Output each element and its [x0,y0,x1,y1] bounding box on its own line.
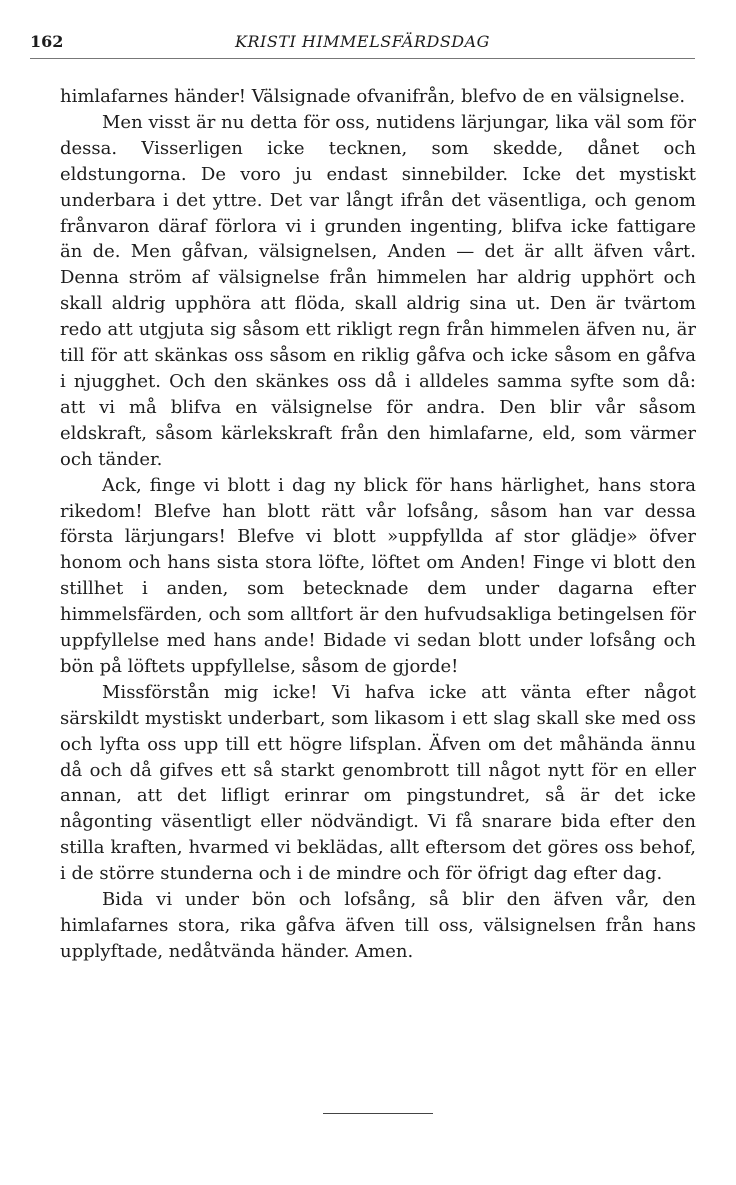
page-header [30,28,695,59]
paragraph-continuation: himlafarnes händer! Välsignade ofvanifrån, blefvo de en välsignelse. [60,86,686,107]
paragraph: Missförstån mig icke! Vi hafva icke att vänta efter något särskildt mystiskt underbart, som likasom i ett slag skall ske med oss och lyfta oss upp till ett högre lifsplan. Äfven om det måhända ännu då och då gifves ett så starkt genombrott till något nytt för en eller annan, att det lifligt erinrar om pingstundret, så är det icke någonting väsentligt eller nödvändigt. Vi få snarare bida efter den stilla kraften, hvarmed vi beklädas, allt eftersom det göres oss behof, i de större stunderna och i de mindre och för öfrigt dag efter dag. [60,681,696,885]
paragraph: Ack, finge vi blott i dag ny blick för hans härlighet, hans stora rikedom! Blefve han blott rätt vår lofsång, såsom han var dessa första lärjungars! Blefve vi blott »uppfyllda af stor glädje» öfver honom och hans sista stora löfte, löftet om Anden! Finge vi blott den stillhet i anden, som betecknade dem under dagarna efter himmelsfärden, och som alltfort är den hufvudsakliga betingelsen för uppfyllelse med hans ande! Bidade vi sedan blott under lofsång och bön på löftets uppfyllelse, såsom de gjorde! [60,474,696,677]
paragraph: Bida vi under bön och lofsång, så blir den äfven vår, den himlafarnes stora, rika gåfva äfven till oss, välsignelsen från hans upplyftade, nedåtvända händer. Amen. [60,889,696,962]
body-text [60,84,696,965]
page-number: 162 [30,32,64,51]
running-title: KRISTI HIMMELSFÄRDSDAG [235,32,490,51]
paragraph: Men visst är nu detta för oss, nutidens lärjungar, lika väl som för dessa. Visserligen icke tecknen, som skedde, dånet och eldstungorna. De voro ju endast sinnebilder. Icke det mystiskt underbara i det yttre. Det var långt ifrån det väsentliga, och genom frånvaron däraf förlora vi i grunden ingenting, blifva icke fattigare än de. Men gåfvan, välsignelsen, Anden — det är allt äfven vårt. Denna ström af välsignelse från himmelen har aldrig upphört och skall aldrig upphöra att flöda, skall aldrig sina ut. Den är tvärtom redo att utgjuta sig såsom ett rikligt regn från himmelen äfven nu, är till för att skänkas oss såsom en riklig gåfva och icke såsom en gåfva i njugghet. Och den skänkes oss då i alldeles samma syfte som då: att vi må blifva en välsignelse för andra. Den blir vår såsom eldskraft, såsom kärlekskraft från den himlafarne, eld, som värmer och tänder. [60,111,696,470]
end-divider [323,1113,433,1114]
